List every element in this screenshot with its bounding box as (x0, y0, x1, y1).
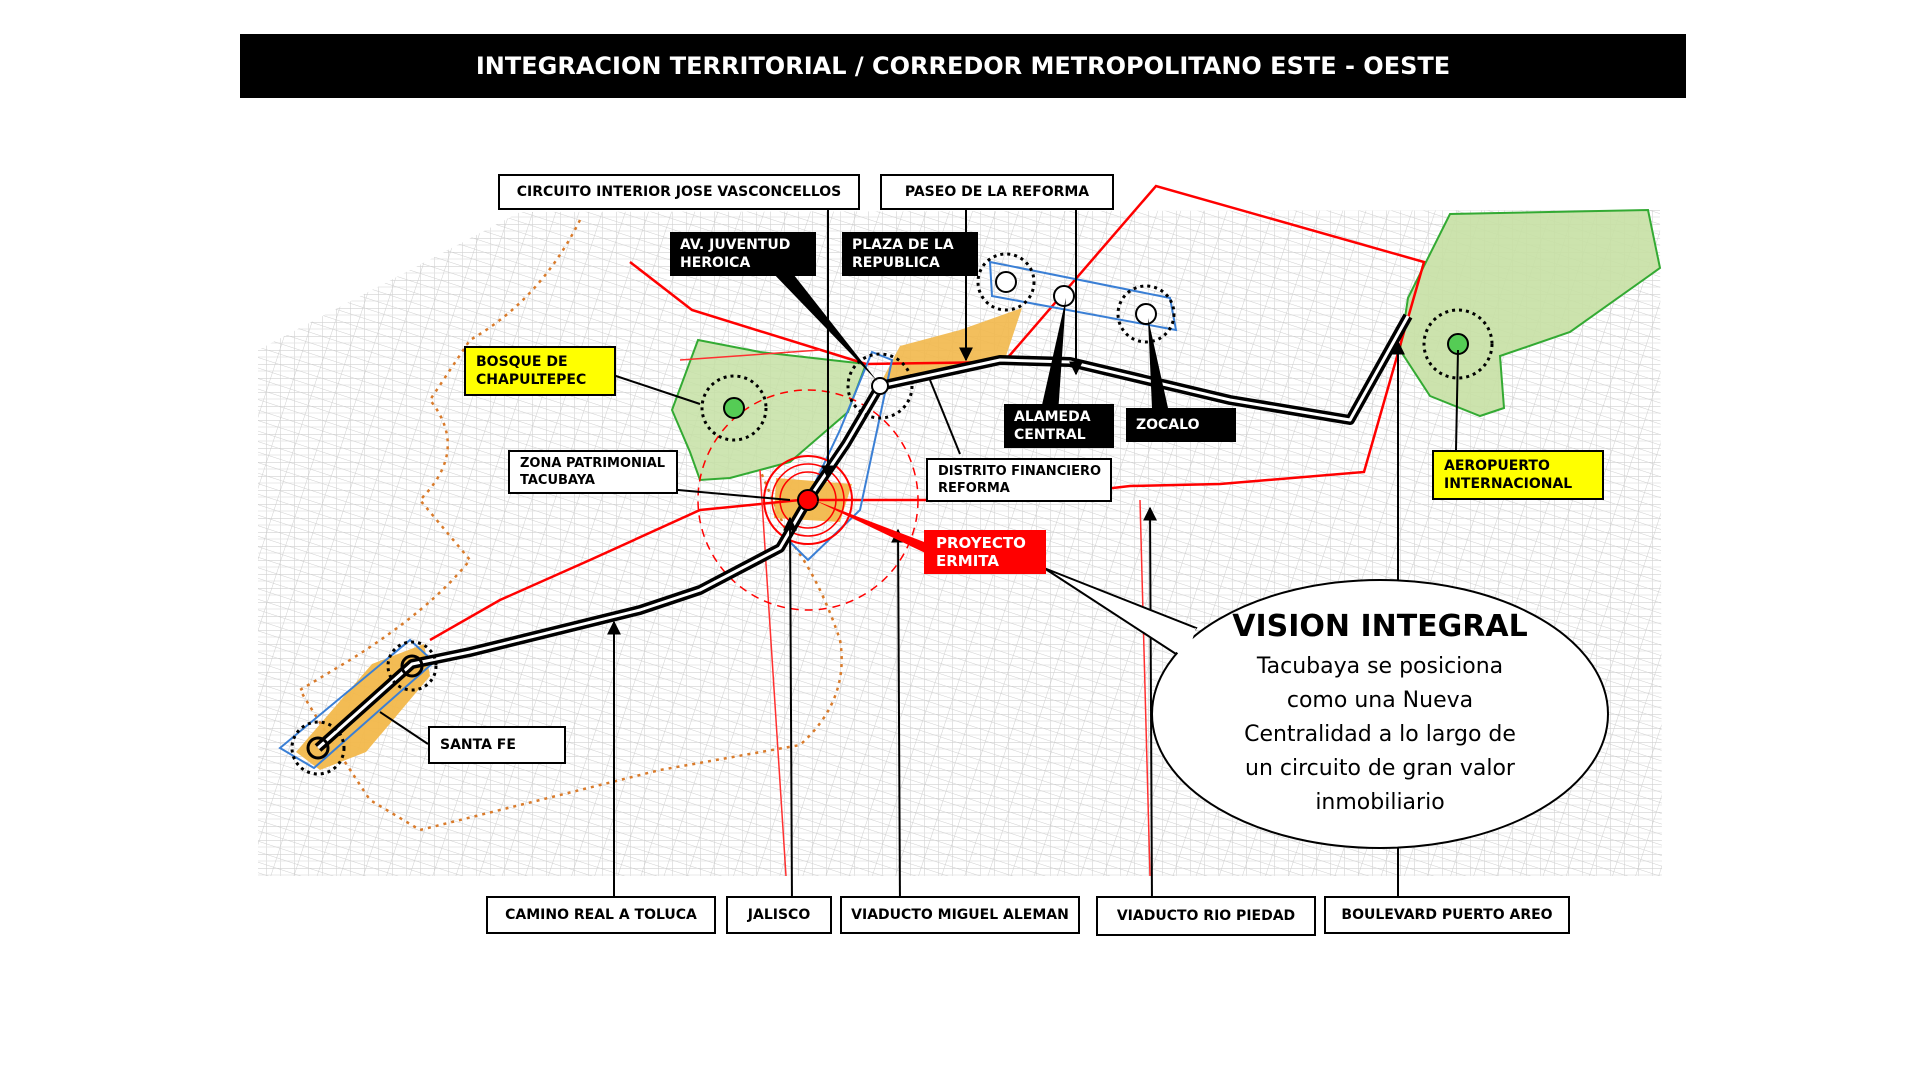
label-bosque-chapultepec (464, 346, 616, 396)
label-text: CAMINO REAL A TOLUCA (505, 907, 697, 923)
label-text: JALISCO (747, 907, 811, 923)
vision-title: VISION INTEGRAL (1232, 608, 1528, 644)
label-juventud-heroica (670, 232, 816, 276)
label-aeropuerto (1432, 450, 1604, 500)
alameda-node (1054, 286, 1074, 306)
label-line: CHAPULTEPEC (476, 372, 587, 388)
label-distrito-financiero (926, 458, 1112, 502)
label-text: CIRCUITO INTERIOR JOSE VASCONCELLOS (516, 184, 842, 200)
ermita-node (798, 490, 818, 510)
label-jalisco (726, 896, 832, 934)
zocalo-node (1136, 304, 1156, 324)
label-line: ZONA PATRIMONIAL (520, 456, 666, 471)
title-text: INTEGRACION TERRITORIAL / CORREDOR METROPOLITANO ESTE - OESTE (475, 52, 1451, 80)
label-line: ERMITA (936, 552, 999, 570)
label-line: TACUBAYA (520, 473, 595, 488)
label-viaducto-miguel-aleman (840, 896, 1080, 934)
label-text: VIADUCTO MIGUEL ALEMAN (851, 907, 1069, 923)
label-line: REFORMA (938, 481, 1010, 496)
label-camino-real (486, 896, 716, 934)
label-text: ZOCALO (1136, 417, 1200, 433)
label-text: VIADUCTO RIO PIEDAD (1116, 908, 1296, 924)
label-zocalo (1126, 408, 1236, 442)
label-text: PASEO DE LA REFORMA (904, 184, 1090, 200)
label-plaza-republica (842, 232, 978, 276)
plaza-republica-node (996, 272, 1016, 292)
label-viaducto-rio-piedad (1096, 896, 1316, 936)
label-proyecto-ermita (924, 530, 1046, 574)
label-line: PROYECTO (936, 534, 1026, 552)
label-line: CENTRAL (1014, 427, 1086, 443)
label-line: AEROPUERTO (1444, 458, 1550, 474)
juventud-node (872, 378, 888, 394)
label-line: ALAMEDA (1014, 409, 1091, 425)
label-line: DISTRITO FINANCIERO (938, 464, 1102, 479)
label-text: SANTA FE (440, 737, 516, 753)
label-line: INTERNACIONAL (1444, 476, 1573, 492)
vision-body: Tacubaya se posiciona como una Nueva Centralidad a lo largo de un circuito de gran valor inmobiliario (1244, 653, 1516, 815)
vision-integral-callout (1150, 578, 1610, 850)
chapultepec-node (724, 398, 744, 418)
label-paseo-reforma (880, 174, 1114, 210)
label-circuito-interior (498, 174, 860, 210)
label-line: AV. JUVENTUD (680, 237, 791, 253)
label-line: HEROICA (680, 255, 751, 271)
label-line: BOSQUE DE (476, 354, 568, 370)
label-text: BOULEVARD PUERTO AREO (1341, 907, 1553, 923)
label-line: REPUBLICA (852, 255, 940, 271)
label-alameda-central (1004, 404, 1114, 448)
label-santa-fe (428, 726, 566, 764)
label-line: PLAZA DE LA (852, 237, 954, 253)
label-zona-patrimonial (508, 450, 678, 494)
label-boulevard-puerto-aereo (1324, 896, 1570, 934)
